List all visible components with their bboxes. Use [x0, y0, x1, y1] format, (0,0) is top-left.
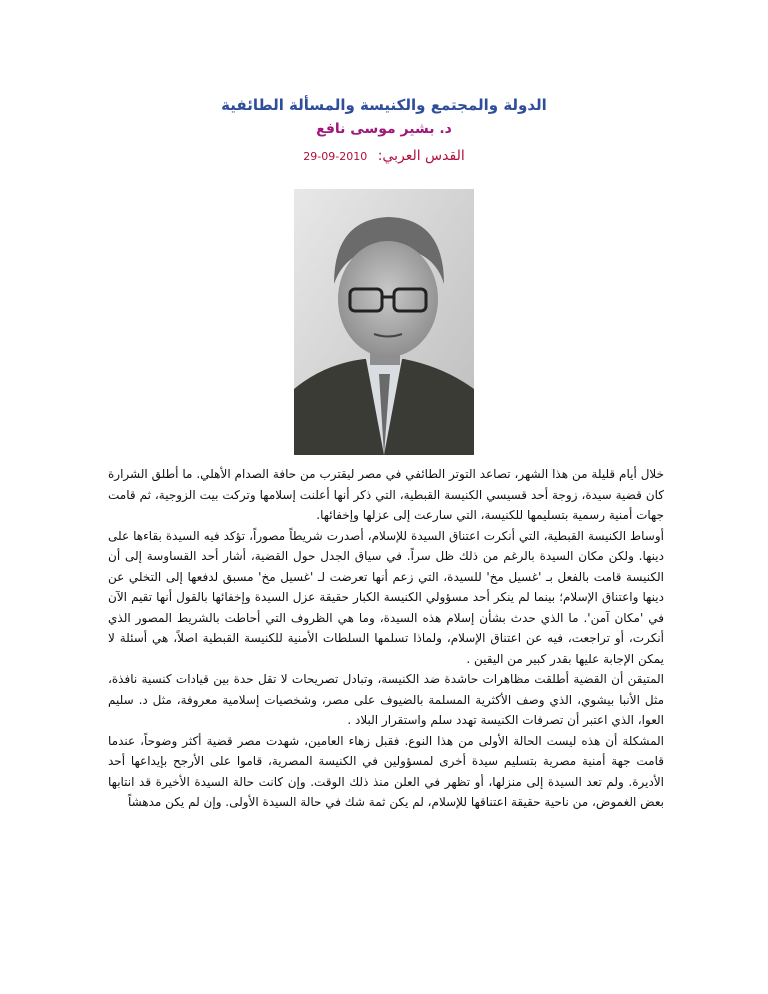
article-title: الدولة والمجتمع والكنيسة والمسألة الطائفية: [221, 96, 547, 114]
publish-date: 2010-09-29: [303, 150, 368, 163]
source-line: [0, 148, 768, 164]
source-name: القدس العربي:: [377, 148, 465, 164]
portrait-photo-icon: [294, 189, 474, 455]
author-portrait-photo: [294, 189, 474, 455]
paragraph: خلال أيام قليلة من هذا الشهر، تصاعد التوتر الطائفي في مصر ليقترب من حافة الصدام الأهلي. ما أطلق الشرارة كان قضية سيدة، زوجة أحد قسيسي الكنيسة القبطية، التي ذكر أنها أعلنت إسلامها وتركت بيت الزوجية، ثم قامت جهات أمنية رسمية بتسليمها للكنيسة، التي سارعت إلى عزلها وإخفائها.: [108, 467, 664, 522]
paragraph: المشكلة أن هذه ليست الحالة الأولى من هذا النوع. فقبل زهاء العامين، شهدت مصر قضية أكثر وضوحاً، عندما قامت جهة أمنية مصرية بتسليم سيدة أخرى لمسؤولين في الكنيسة المصرية، قاموا على الأرجح بإيداعها أحد الأديرة. ولم تعد السيدة إلى منزلها، أو تظهر في العلن منذ ذلك الوقت. وإن كانت حالة السيدة الأخيرة قد انتابها بعض الغموض، من ناحية حقيقة اعتناقها للإسلام، لم يكن ثمة شك في حالة السيدة الأولى. وإن لم يكن مدهشاً: [108, 733, 664, 809]
paragraph: المتيقن أن القضية أطلقت مظاهرات حاشدة ضد الكنيسة، وتبادل تصريحات لا تقل حدة بين قيادات كنسية نافذة، مثل الأنبا بيشوي، الذي وصف الأكثرية المسلمة بالضيوف على مصر، وشخصيات إسلامية معروفة، مثل د. سليم العوا، الذي اعتبر أن تصرفات الكنيسة تهدد سلم واستقرار البلاد .: [108, 672, 664, 727]
article-author: د. بشير موسى نافع: [316, 121, 452, 137]
paragraph: أوساط الكنيسة القبطية، التي أنكرت اعتناق السيدة للإسلام، أصدرت شريطاً مصوراً، تؤكد فيه السيدة بقاءها على دينها. ولكن مكان السيدة بالرغم من ذلك ظل سراً. في سياق الجدل حول القضية، أشار أحد القساوسة إلى أن الكنيسة قامت بالفعل بـ 'غسيل مخ' للسيدة، التي زعم أنها تعرضت لـ 'غسيل مخ' مسبق لدفعها إلى التخلي عن دينها واعتناق الإسلام؛ بينما لم ينكر أحد مسؤولي الكنيسة الكبار حقيقة عزل السيدة وإخفائها بالقول أنها تقيم الآن في 'مكان آمن'. ما الذي حدث بشأن إسلام هذه السيدة، وما هي الظروف التي أحاطت بالشريط المصور الذي أنكرت، أو تراجعت، فيه عن اعتناق الإسلام، ولماذا تسلمها السلطات الأمنية للكنيسة القبطية اصلاً، هي أسئلة لا يمكن الإجابة عليها بقدر كبير من اليقين .: [108, 528, 664, 666]
article-body: [108, 464, 664, 813]
